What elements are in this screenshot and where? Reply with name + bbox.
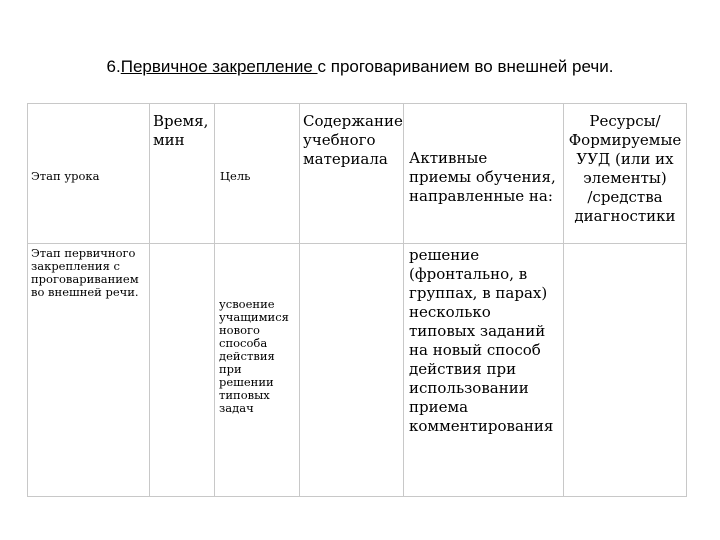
row-goal [215, 244, 300, 497]
row-active-methods-lines [404, 244, 563, 436]
row-time-text [150, 244, 214, 247]
row-content-text [300, 244, 403, 247]
row-goal-lines [215, 244, 299, 415]
header-content-lines [300, 104, 403, 169]
row-stage-line: закрепления с [31, 259, 120, 273]
header-goal [215, 104, 300, 244]
header-stage [28, 104, 150, 244]
row-goal-line: способа [219, 336, 268, 350]
header-content-line: учебного [303, 131, 376, 149]
page-title [0, 56, 720, 78]
row-content [300, 244, 404, 497]
row-active-methods-line: группах, в парах) [409, 284, 548, 302]
header-resources-line: УУД (или их [576, 150, 674, 168]
row-goal-line: учащимися [219, 310, 289, 324]
row-goal-line: при [219, 362, 242, 376]
row-active-methods-line: на новый способ [409, 341, 541, 359]
row-stage [28, 244, 150, 497]
header-time [150, 104, 215, 244]
header-resources [564, 104, 687, 244]
row-goal-line: действия [219, 349, 275, 363]
row-active-methods-line: решение [409, 246, 480, 264]
row-goal-line: типовых [219, 388, 270, 402]
header-content-line: материала [303, 150, 388, 168]
header-time-line: Время, [153, 112, 209, 130]
row-active-methods-line: типовых заданий [409, 322, 546, 340]
row-active-methods-line: комментирования [409, 417, 554, 435]
row-resources [564, 244, 687, 497]
header-time-lines [150, 104, 214, 150]
row-active-methods-line: (фронтально, в [409, 265, 528, 283]
row-active-methods-line: приема [409, 398, 469, 416]
header-resources-line: Ресурсы/ [589, 112, 661, 130]
row-goal-line: задач [219, 401, 254, 415]
row-active-methods [404, 244, 564, 497]
header-content-line: Содержание [303, 112, 403, 130]
header-goal-text: Цель [220, 169, 251, 183]
row-active-methods-line: использовании [409, 379, 529, 397]
header-active-methods [404, 104, 564, 244]
row-goal-line: решении [219, 375, 274, 389]
title-underlined: Первичное закрепление [120, 57, 318, 76]
header-resources-line: диагностики [574, 207, 676, 225]
header-resources-lines [564, 104, 686, 226]
header-resources-line: элементы) [583, 169, 667, 187]
row-resources-text [564, 244, 686, 247]
header-stage-text: Этап урока [31, 169, 100, 183]
row-active-methods-line: несколько [409, 303, 491, 321]
header-active-methods-line: направленные на: [409, 187, 553, 205]
row-goal-line: усвоение [219, 297, 275, 311]
lesson-plan-table [27, 103, 687, 497]
header-time-line: мин [153, 131, 185, 149]
table-header-row [28, 104, 687, 244]
row-stage-line: проговариванием [31, 272, 139, 286]
header-active-methods-line: Активные [409, 149, 488, 167]
header-resources-line: /средства [587, 188, 663, 206]
header-active-methods-lines [404, 104, 563, 206]
header-active-methods-line: приемы обучения, [409, 168, 556, 186]
row-stage-lines [28, 244, 149, 299]
row-active-methods-line: действия при [409, 360, 517, 378]
title-number: 6. [106, 57, 121, 76]
header-content [300, 104, 404, 244]
row-stage-line: Этап первичного [31, 246, 136, 260]
row-goal-line: нового [219, 323, 260, 337]
table-row [28, 244, 687, 497]
title-rest: с проговариванием во внешней речи. [317, 57, 614, 76]
row-stage-line: во внешней речи. [31, 285, 139, 299]
header-resources-line: Формируемые [568, 131, 682, 149]
row-time [150, 244, 215, 497]
